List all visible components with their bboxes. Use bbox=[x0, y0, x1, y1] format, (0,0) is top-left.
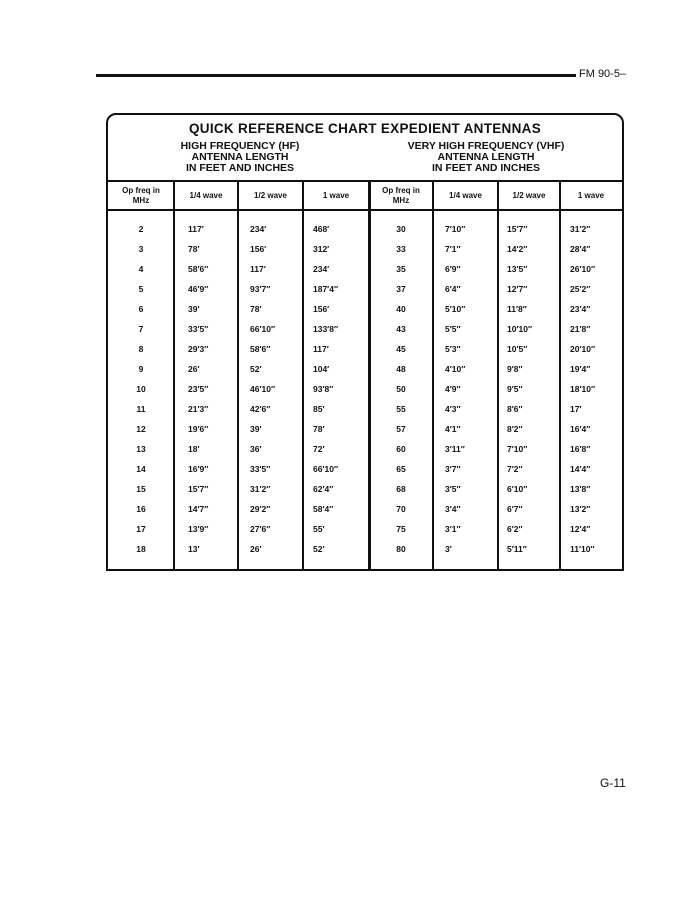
table-cell: 93′7″ bbox=[250, 284, 271, 294]
table-cell: 13′9″ bbox=[188, 524, 209, 534]
table-row bbox=[108, 259, 622, 279]
table-row bbox=[108, 319, 622, 339]
table-cell: 6′7″ bbox=[507, 504, 523, 514]
table-cell: 72′ bbox=[313, 444, 325, 454]
table-cell: 156′ bbox=[313, 304, 330, 314]
table-body bbox=[108, 219, 622, 559]
table-cell: 43 bbox=[396, 324, 406, 334]
table-cell: 39′ bbox=[250, 424, 262, 434]
column-divider bbox=[559, 180, 561, 569]
column-divider bbox=[237, 180, 239, 569]
table-cell: 46′10″ bbox=[250, 384, 276, 394]
table-cell: 23′5″ bbox=[188, 384, 209, 394]
table-cell: 66′10″ bbox=[313, 464, 339, 474]
table-cell: 5′3″ bbox=[445, 344, 461, 354]
table-cell: 33′5″ bbox=[188, 324, 209, 334]
hf-title-line: HIGH FREQUENCY (HF) bbox=[180, 140, 300, 152]
table-cell: 8 bbox=[138, 344, 144, 354]
table-cell: 78′ bbox=[313, 424, 325, 434]
table-cell: 15′7″ bbox=[188, 484, 209, 494]
table-cell: 13′8″ bbox=[570, 484, 591, 494]
table-row bbox=[108, 459, 622, 479]
vhf-title-line: VERY HIGH FREQUENCY (VHF) bbox=[407, 140, 565, 152]
table-row bbox=[108, 519, 622, 539]
table-cell: 26′ bbox=[250, 544, 262, 554]
table-cell: 11′8″ bbox=[507, 304, 527, 314]
table-cell: 78′ bbox=[188, 244, 200, 254]
table-cell: 7′10″ bbox=[507, 444, 528, 454]
table-cell: 234′ bbox=[250, 224, 267, 234]
table-cell: 65 bbox=[396, 464, 406, 474]
table-cell: 25′2″ bbox=[570, 284, 591, 294]
table-cell: 17 bbox=[136, 524, 146, 534]
table-cell: 15 bbox=[136, 484, 146, 494]
table-cell: 42′6″ bbox=[250, 404, 271, 414]
antenna-chart bbox=[106, 113, 624, 571]
table-cell: 9′5″ bbox=[507, 384, 523, 394]
table-cell: 46′9″ bbox=[188, 284, 209, 294]
table-cell: 29′2″ bbox=[250, 504, 271, 514]
table-cell: 6′2″ bbox=[507, 524, 523, 534]
table-cell: 7 bbox=[138, 324, 144, 334]
table-cell: 4 bbox=[138, 264, 144, 274]
column-divider bbox=[497, 180, 499, 569]
table-cell: 156′ bbox=[250, 244, 267, 254]
table-cell: 66′10″ bbox=[250, 324, 276, 334]
table-cell: 13′5″ bbox=[507, 264, 528, 274]
table-cell: 187′4″ bbox=[313, 284, 339, 294]
table-cell: 85′ bbox=[313, 404, 325, 414]
column-header: 1 wave bbox=[322, 190, 350, 200]
table-row bbox=[108, 479, 622, 499]
table-cell: 13 bbox=[136, 444, 146, 454]
table-cell: 7′1″ bbox=[445, 244, 461, 254]
table-cell: 18′ bbox=[188, 444, 200, 454]
table-cell: 58′4″ bbox=[313, 504, 334, 514]
table-cell: 3′11″ bbox=[445, 444, 465, 454]
table-cell: 93′8″ bbox=[313, 384, 334, 394]
column-header: 1/2 wave bbox=[512, 190, 546, 200]
table-cell: 14′2″ bbox=[507, 244, 528, 254]
table-cell: 3′ bbox=[445, 544, 452, 554]
table-cell: 133′8″ bbox=[313, 324, 339, 334]
table-cell: 16 bbox=[136, 504, 146, 514]
table-cell: 104′ bbox=[313, 364, 330, 374]
table-cell: 15′7″ bbox=[507, 224, 528, 234]
table-cell: 3 bbox=[138, 244, 144, 254]
hf-title-line: ANTENNA LENGTH bbox=[191, 151, 289, 163]
table-cell: 12′4″ bbox=[570, 524, 591, 534]
column-header: 1/4 wave bbox=[449, 190, 482, 200]
hf-title-line: IN FEET AND INCHES bbox=[185, 162, 295, 174]
table-cell: 57 bbox=[396, 424, 406, 434]
table-cell: 2 bbox=[138, 224, 144, 234]
table-cell: 62′4″ bbox=[313, 484, 334, 494]
table-cell: 16′4″ bbox=[570, 424, 591, 434]
table-cell: 40 bbox=[396, 304, 406, 314]
table-cell: 3′7″ bbox=[445, 464, 461, 474]
column-header: 1/2 wave bbox=[254, 190, 287, 200]
table-cell: 39′ bbox=[188, 304, 200, 314]
table-cell: 29′3″ bbox=[188, 344, 209, 354]
table-cell: 26′ bbox=[188, 364, 200, 374]
table-row bbox=[108, 299, 622, 319]
table-row bbox=[108, 539, 622, 559]
table-cell: 55′ bbox=[313, 524, 325, 534]
header-rule bbox=[96, 74, 576, 77]
chart-title: QUICK REFERENCE CHART EXPEDIENT ANTENNAS bbox=[188, 121, 542, 136]
column-divider bbox=[432, 180, 434, 569]
column-header: Op freq in MHz bbox=[382, 185, 420, 205]
table-cell: 3′1″ bbox=[445, 524, 461, 534]
table-cell: 31′2″ bbox=[250, 484, 271, 494]
table-cell: 8′2″ bbox=[507, 424, 523, 434]
table-cell: 6′10″ bbox=[507, 484, 528, 494]
table-cell: 18 bbox=[136, 544, 146, 554]
table-cell: 52′ bbox=[250, 364, 262, 374]
table-cell: 37 bbox=[396, 284, 406, 294]
table-cell: 16′8″ bbox=[570, 444, 591, 454]
table-cell: 11′10″ bbox=[570, 544, 595, 554]
table-cell: 4′1″ bbox=[445, 424, 461, 434]
table-cell: 13′ bbox=[188, 544, 200, 554]
table-cell: 6′9″ bbox=[445, 264, 461, 274]
table-cell: 117′ bbox=[313, 344, 329, 354]
table-cell: 23′4″ bbox=[570, 304, 591, 314]
table-cell: 55 bbox=[396, 404, 406, 414]
table-cell: 36′ bbox=[250, 444, 262, 454]
table-cell: 117′ bbox=[250, 264, 266, 274]
doc-id: FM 90-5– bbox=[579, 68, 627, 80]
table-cell: 10′5″ bbox=[507, 344, 528, 354]
table-cell: 21′8″ bbox=[570, 324, 591, 334]
table-cell: 7′2″ bbox=[507, 464, 523, 474]
table-cell: 20′10″ bbox=[570, 344, 596, 354]
vhf-band-title bbox=[376, 141, 596, 174]
vhf-title-line: IN FEET AND INCHES bbox=[431, 162, 541, 174]
column-divider bbox=[173, 180, 175, 569]
table-cell: 60 bbox=[396, 444, 406, 454]
table-row bbox=[108, 419, 622, 439]
table-cell: 468′ bbox=[313, 224, 330, 234]
vhf-title-line: ANTENNA LENGTH bbox=[437, 151, 535, 163]
table-cell: 68 bbox=[396, 484, 406, 494]
table-cell: 13′2″ bbox=[570, 504, 591, 514]
table-cell: 17′ bbox=[570, 404, 582, 414]
table-cell: 5′11″ bbox=[507, 544, 527, 554]
table-cell: 27′6″ bbox=[250, 524, 271, 534]
table-cell: 52′ bbox=[313, 544, 325, 554]
table-cell: 14′4″ bbox=[570, 464, 591, 474]
table-cell: 16′9″ bbox=[188, 464, 209, 474]
page-number: G-11 bbox=[600, 776, 626, 790]
table-cell: 28′4″ bbox=[570, 244, 591, 254]
table-cell: 33′5″ bbox=[250, 464, 271, 474]
column-divider bbox=[302, 180, 304, 569]
table-row bbox=[108, 339, 622, 359]
table-cell: 12 bbox=[136, 424, 146, 434]
table-cell: 3′5″ bbox=[445, 484, 461, 494]
table-row bbox=[108, 219, 622, 239]
table-cell: 4′9″ bbox=[445, 384, 461, 394]
table-cell: 3′4″ bbox=[445, 504, 461, 514]
table-cell: 9′8″ bbox=[507, 364, 523, 374]
table-cell: 10′10″ bbox=[507, 324, 533, 334]
table-row bbox=[108, 499, 622, 519]
table-cell: 30 bbox=[396, 224, 406, 234]
column-header: 1/4 wave bbox=[189, 190, 223, 200]
table-row bbox=[108, 379, 622, 399]
column-header-row bbox=[108, 180, 622, 211]
table-cell: 5 bbox=[138, 284, 144, 294]
table-cell: 5′10″ bbox=[445, 304, 466, 314]
column-divider bbox=[368, 180, 371, 569]
hf-band-title bbox=[150, 141, 330, 174]
table-cell: 50 bbox=[396, 384, 406, 394]
table-row bbox=[108, 399, 622, 419]
table-cell: 21′3″ bbox=[188, 404, 209, 414]
table-cell: 58′6″ bbox=[250, 344, 271, 354]
table-cell: 14 bbox=[136, 464, 146, 474]
table-row bbox=[108, 439, 622, 459]
table-cell: 234′ bbox=[313, 264, 330, 274]
table-cell: 70 bbox=[396, 504, 406, 514]
table-cell: 18′10″ bbox=[570, 384, 596, 394]
table-cell: 19′4″ bbox=[570, 364, 591, 374]
table-cell: 45 bbox=[396, 344, 406, 354]
table-cell: 19′6″ bbox=[188, 424, 209, 434]
table-cell: 9 bbox=[138, 364, 144, 374]
table-cell: 6 bbox=[138, 304, 144, 314]
table-cell: 4′3″ bbox=[445, 404, 461, 414]
table-cell: 4′10″ bbox=[445, 364, 466, 374]
table-cell: 58′6″ bbox=[188, 264, 209, 274]
table-cell: 10 bbox=[136, 384, 146, 394]
table-cell: 12′7″ bbox=[507, 284, 528, 294]
table-cell: 5′5″ bbox=[445, 324, 461, 334]
table-cell: 35 bbox=[396, 264, 406, 274]
table-cell: 31′2″ bbox=[570, 224, 591, 234]
table-cell: 26′10″ bbox=[570, 264, 596, 274]
table-row bbox=[108, 359, 622, 379]
table-cell: 80 bbox=[396, 544, 406, 554]
table-row bbox=[108, 279, 622, 299]
table-cell: 11 bbox=[136, 404, 146, 414]
column-header: Op freq in MHz bbox=[122, 185, 160, 205]
column-header: 1 wave bbox=[577, 190, 605, 200]
table-cell: 33 bbox=[396, 244, 406, 254]
table-row bbox=[108, 239, 622, 259]
table-cell: 14′7″ bbox=[188, 504, 209, 514]
table-cell: 117′ bbox=[188, 224, 204, 234]
table-cell: 8′6″ bbox=[507, 404, 523, 414]
table-cell: 6′4″ bbox=[445, 284, 461, 294]
table-cell: 7′10″ bbox=[445, 224, 466, 234]
table-cell: 312′ bbox=[313, 244, 330, 254]
table-cell: 78′ bbox=[250, 304, 262, 314]
table-cell: 48 bbox=[396, 364, 406, 374]
table-cell: 75 bbox=[396, 524, 406, 534]
